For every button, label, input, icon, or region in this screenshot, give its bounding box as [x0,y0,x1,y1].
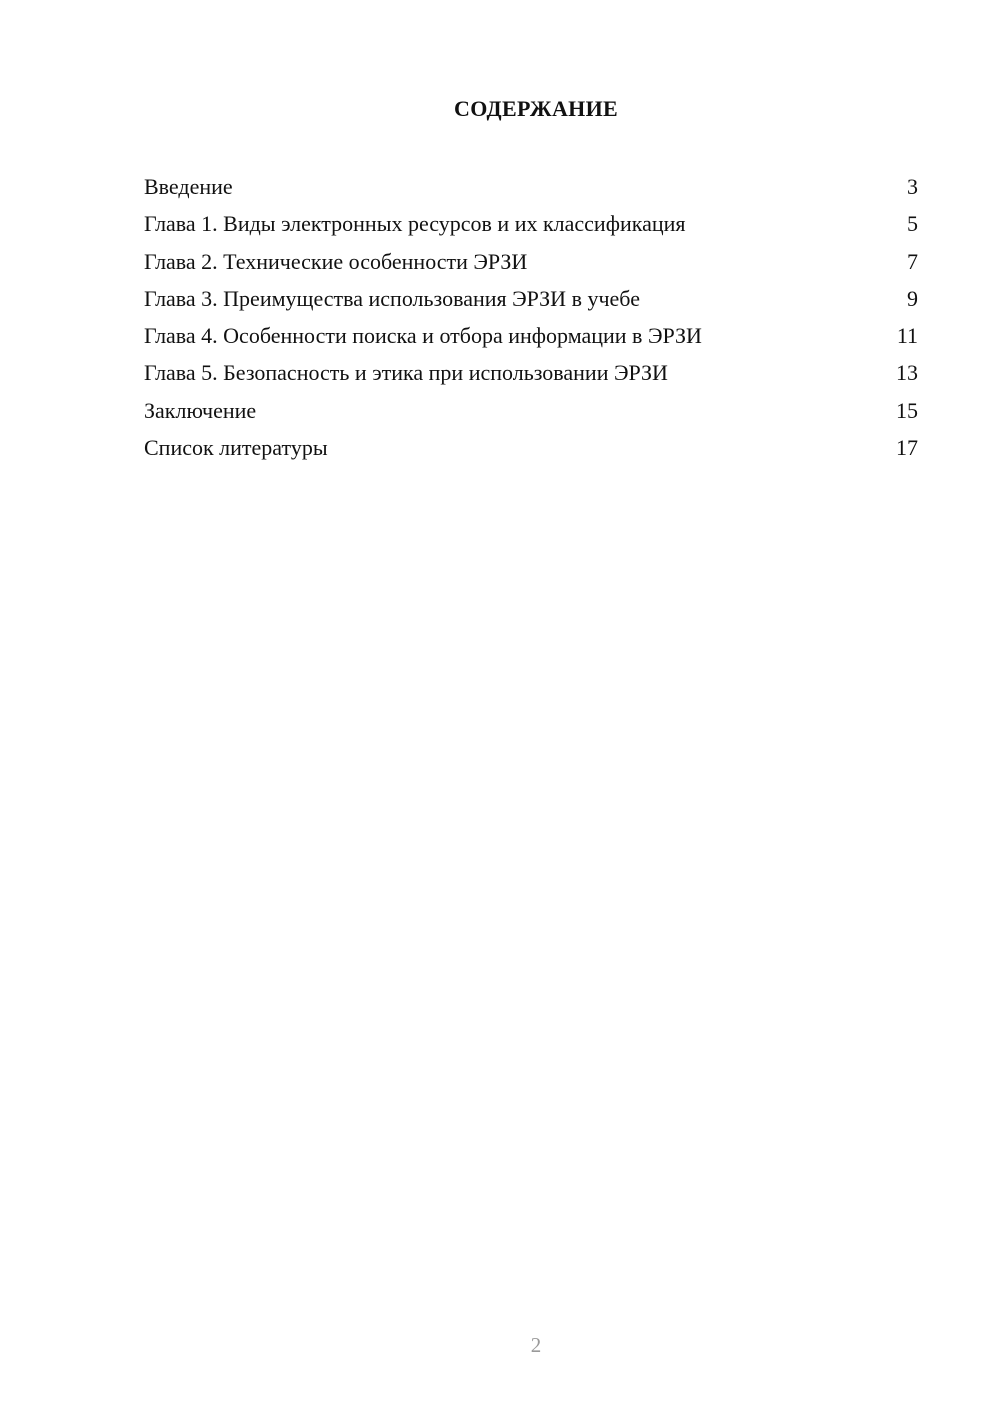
toc-entry-chapter-3 [144,280,918,317]
toc-entry-references [144,429,918,466]
toc-entry-chapter-4 [144,317,918,354]
toc-entry-page: 15 [896,397,918,423]
toc-entry-label: Глава 2. Технические особенности ЭРЗИ [144,248,528,274]
page-number: 2 [530,1333,542,1357]
toc-entry-label: Введение [144,174,233,199]
toc-entry-chapter-1 [144,205,918,242]
toc-entry-label: Список литературы [144,435,328,461]
toc-entry-conclusion [144,392,918,429]
toc-entry-chapter-2 [144,243,918,280]
toc-entry-introduction [144,168,918,205]
toc-entry-label: Глава 4. Особенности поиска и отбора информации в ЭРЗИ [144,323,702,349]
toc-entry-label: Глава 5. Безопасность и этика при использовании ЭРЗИ [144,360,668,386]
table-of-contents [144,168,918,466]
toc-entry-label: Глава 1. Виды электронных ресурсов и их классификация [144,211,686,237]
toc-entry-page: 9 [907,285,918,311]
toc-entry-label: Глава 3. Преимущества использования ЭРЗИ в учебе [144,285,640,311]
toc-entry-page: 13 [896,360,918,386]
toc-entry-chapter-5 [144,354,918,391]
toc-entry-page: 5 [907,211,918,237]
toc-entry-page: 11 [896,323,918,349]
toc-entry-page: 7 [907,248,918,274]
toc-entry-page: 17 [896,435,918,461]
toc-heading: СОДЕРЖАНИЕ [454,96,618,121]
toc-entry-page: 3 [907,174,918,199]
toc-entry-label: Заключение [144,397,257,423]
